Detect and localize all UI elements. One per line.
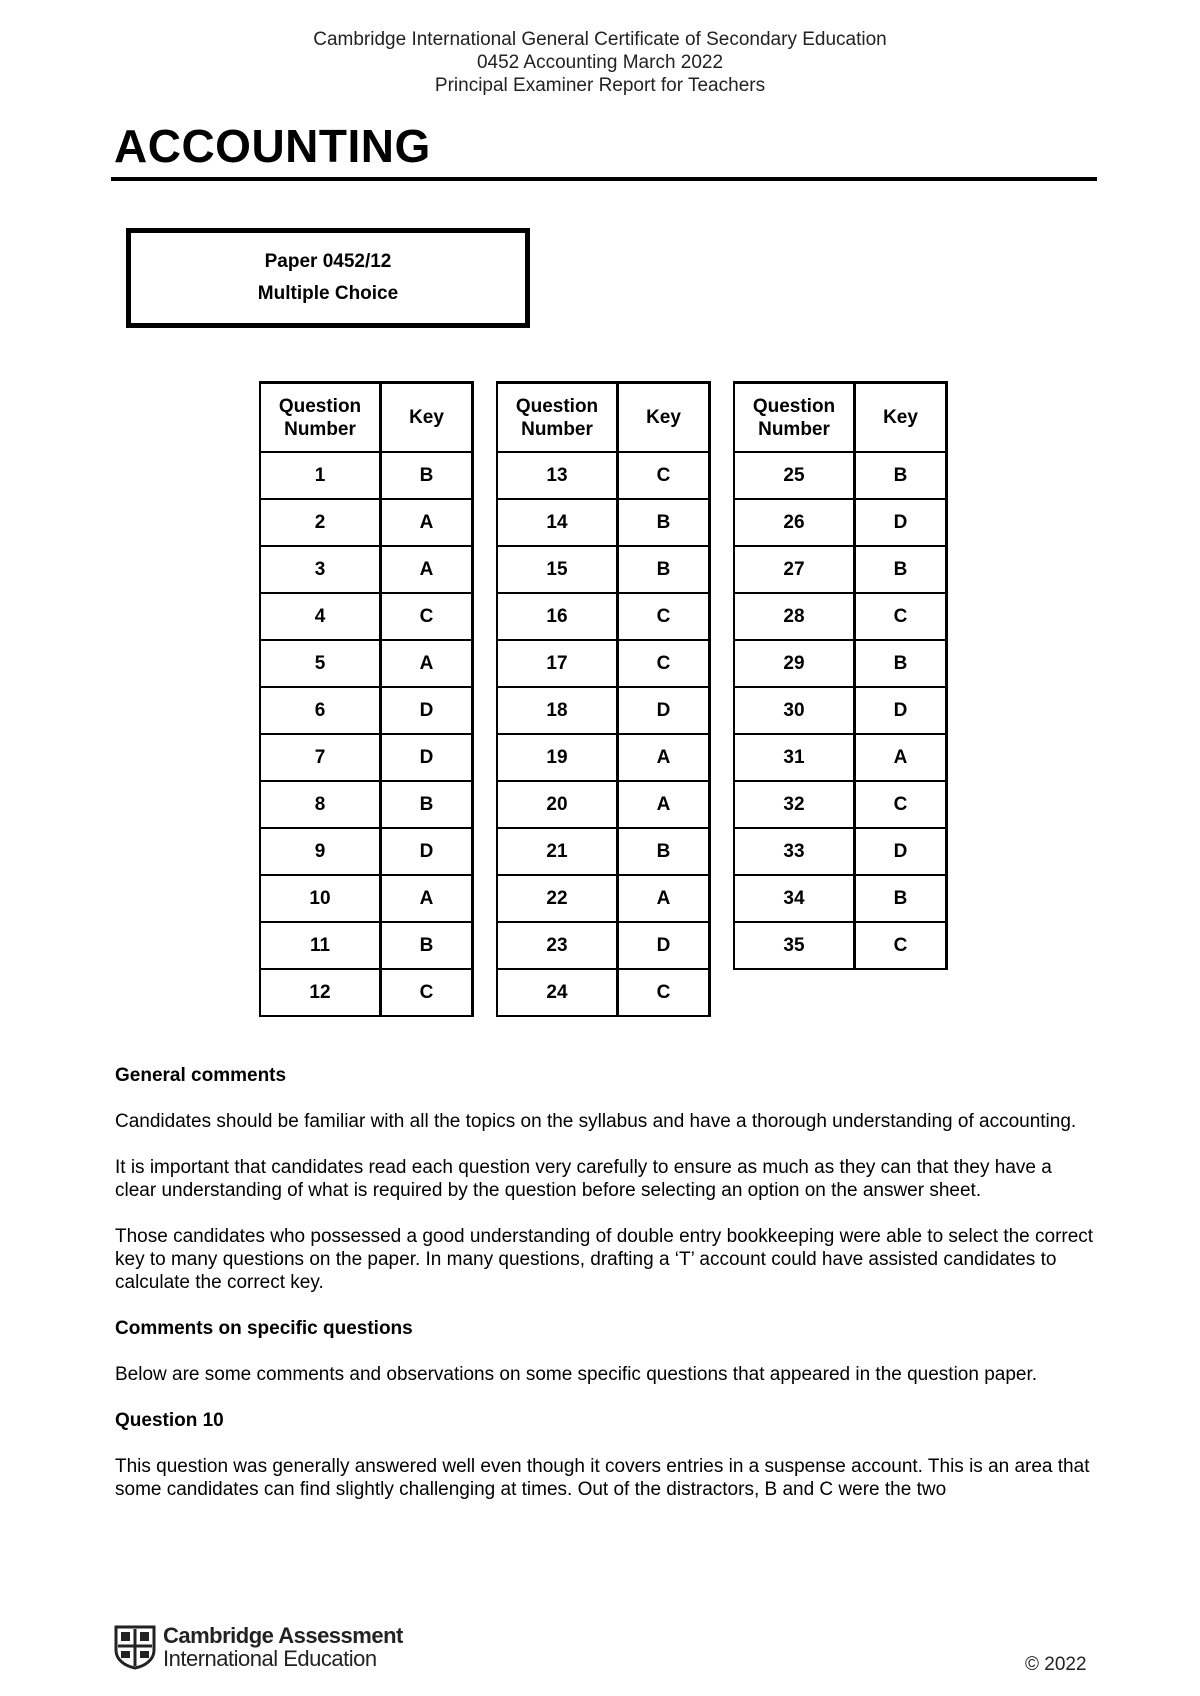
answer-key-cell: A (618, 875, 710, 922)
table-row (734, 640, 947, 687)
question-number-cell: 23 (497, 922, 618, 969)
copyright: © 2022 (1025, 1654, 1087, 1675)
question-number-cell: 9 (260, 828, 381, 875)
question-number-cell: 34 (734, 875, 855, 922)
table-row (260, 734, 473, 781)
table-row (734, 499, 947, 546)
question-10-heading: Question 10 (115, 1410, 224, 1431)
answer-key-table-3 (733, 381, 948, 970)
question-number-cell: 17 (497, 640, 618, 687)
specific-comments-p1: Below are some comments and observations on some specific questions that appeared in the question paper. (115, 1364, 1038, 1385)
answer-key-cell: C (618, 593, 710, 640)
header-line-3: Principal Examiner Report for Teachers (434, 75, 766, 96)
cambridge-logo (113, 1624, 403, 1670)
answer-key-cell: A (618, 781, 710, 828)
question-10-p1: This question was generally answered well even though it covers entries in a suspense account. This is an area that some candidates can find slightly challenging at times. Out of the distractors, B and C were the two (115, 1456, 1090, 1500)
table-row (497, 593, 710, 640)
question-number-cell: 33 (734, 828, 855, 875)
question-number-cell: 6 (260, 687, 381, 734)
table-row (260, 781, 473, 828)
paper-info-box (126, 228, 530, 328)
table-row (497, 452, 710, 499)
answer-key-cell: B (618, 546, 710, 593)
answer-key-cell: C (618, 640, 710, 687)
table-row (734, 546, 947, 593)
table-row (260, 875, 473, 922)
answer-key-cell: D (618, 922, 710, 969)
answer-key-cell: D (381, 828, 473, 875)
question-number-cell: 11 (260, 922, 381, 969)
table-row (734, 922, 947, 969)
answer-key-cell: D (855, 499, 947, 546)
question-number-cell: 20 (497, 781, 618, 828)
question-number-cell: 10 (260, 875, 381, 922)
question-number-cell: 21 (497, 828, 618, 875)
answer-key-table-1 (259, 381, 474, 1017)
table-row (734, 781, 947, 828)
title-rule (111, 177, 1097, 181)
question-number-cell: 18 (497, 687, 618, 734)
question-number-cell: 22 (497, 875, 618, 922)
answer-key-cell: D (855, 828, 947, 875)
question-number-cell: 28 (734, 593, 855, 640)
answer-key-cell: A (381, 875, 473, 922)
table-row (734, 452, 947, 499)
table-row (260, 593, 473, 640)
question-number-cell: 3 (260, 546, 381, 593)
table-row (734, 875, 947, 922)
paper-code: Paper 0452/12 (264, 251, 392, 272)
answer-key-cell: A (381, 640, 473, 687)
table-row (497, 781, 710, 828)
answer-key-cell: B (855, 546, 947, 593)
question-number-cell: 32 (734, 781, 855, 828)
answer-key-cell: B (381, 452, 473, 499)
paper-type: Multiple Choice (257, 283, 399, 304)
table-row (497, 546, 710, 593)
question-number-cell: 15 (497, 546, 618, 593)
shield-icon (113, 1624, 157, 1670)
question-number-cell: 5 (260, 640, 381, 687)
table-row (260, 452, 473, 499)
answer-key-cell: C (618, 452, 710, 499)
answer-key-cell: B (618, 499, 710, 546)
answer-key-cell: B (855, 452, 947, 499)
question-number-cell: 13 (497, 452, 618, 499)
answer-key-cell: C (381, 593, 473, 640)
question-number-cell: 35 (734, 922, 855, 969)
question-number-cell: 12 (260, 969, 381, 1016)
answer-key-cell: A (618, 734, 710, 781)
report-body (115, 1064, 1095, 1524)
answer-key-cell: C (855, 781, 947, 828)
question-number-cell: 19 (497, 734, 618, 781)
table-row (734, 828, 947, 875)
general-comments-heading: General comments (115, 1065, 287, 1086)
answer-key-cell: B (381, 781, 473, 828)
table-row (734, 593, 947, 640)
general-comments-p2: It is important that candidates read each question very carefully to ensure as much as they can that they have a clear understanding of what is required by the question before selecting an option on the answer sheet. (115, 1157, 1052, 1201)
table-row (497, 828, 710, 875)
answer-key-table-2 (496, 381, 711, 1017)
question-number-cell: 25 (734, 452, 855, 499)
table-row (497, 875, 710, 922)
table-row (497, 969, 710, 1016)
col-header-question-number: Question Number (497, 383, 618, 453)
table-row (260, 640, 473, 687)
answer-key-cell: C (855, 593, 947, 640)
answer-key-cell: A (381, 546, 473, 593)
col-header-key: Key (381, 383, 473, 453)
general-comments-p3: Those candidates who possessed a good understanding of double entry bookkeeping were able to select the correct key to many questions on the paper. In many questions, drafting a ‘T’ account could have assisted candidates to calculate the correct key. (115, 1226, 1094, 1293)
question-number-cell: 7 (260, 734, 381, 781)
col-header-key: Key (855, 383, 947, 453)
table-row (260, 922, 473, 969)
question-number-cell: 26 (734, 499, 855, 546)
table-row (497, 922, 710, 969)
question-number-cell: 2 (260, 499, 381, 546)
header-line-1: Cambridge International General Certificate of Secondary Education (313, 29, 887, 50)
logo-line-2: International Education (163, 1646, 377, 1671)
answer-key-cell: B (855, 875, 947, 922)
table-row (497, 734, 710, 781)
answer-key-cell: C (618, 969, 710, 1016)
question-number-cell: 4 (260, 593, 381, 640)
answer-key-cell: D (381, 734, 473, 781)
col-header-key: Key (618, 383, 710, 453)
answer-key-cell: A (855, 734, 947, 781)
table-row (260, 546, 473, 593)
table-row (260, 687, 473, 734)
answer-key-cell: B (855, 640, 947, 687)
table-row (260, 499, 473, 546)
question-number-cell: 16 (497, 593, 618, 640)
table-row (260, 828, 473, 875)
general-comments-p1: Candidates should be familiar with all the topics on the syllabus and have a thorough understanding of accounting. (115, 1111, 1077, 1132)
answer-key-cell: D (855, 687, 947, 734)
question-number-cell: 14 (497, 499, 618, 546)
answer-key-cell: B (618, 828, 710, 875)
page-title: ACCOUNTING (114, 120, 431, 172)
table-row (497, 499, 710, 546)
question-number-cell: 24 (497, 969, 618, 1016)
answer-key-cell: D (381, 687, 473, 734)
question-number-cell: 30 (734, 687, 855, 734)
answer-key-cell: D (618, 687, 710, 734)
question-number-cell: 29 (734, 640, 855, 687)
question-number-cell: 31 (734, 734, 855, 781)
question-number-cell: 8 (260, 781, 381, 828)
answer-key-cell: C (381, 969, 473, 1016)
question-number-cell: 27 (734, 546, 855, 593)
question-number-cell: 1 (260, 452, 381, 499)
table-row (260, 969, 473, 1016)
col-header-question-number: Question Number (260, 383, 381, 453)
table-row (734, 687, 947, 734)
header-line-2: 0452 Accounting March 2022 (476, 52, 724, 73)
table-row (734, 734, 947, 781)
logo-line-1: Cambridge Assessment (163, 1623, 403, 1648)
answer-key-cell: C (855, 922, 947, 969)
specific-comments-heading: Comments on specific questions (115, 1318, 413, 1339)
table-row (497, 640, 710, 687)
table-row (497, 687, 710, 734)
col-header-question-number: Question Number (734, 383, 855, 453)
answer-key-cell: B (381, 922, 473, 969)
answer-key-cell: A (381, 499, 473, 546)
page-header (0, 28, 1200, 97)
